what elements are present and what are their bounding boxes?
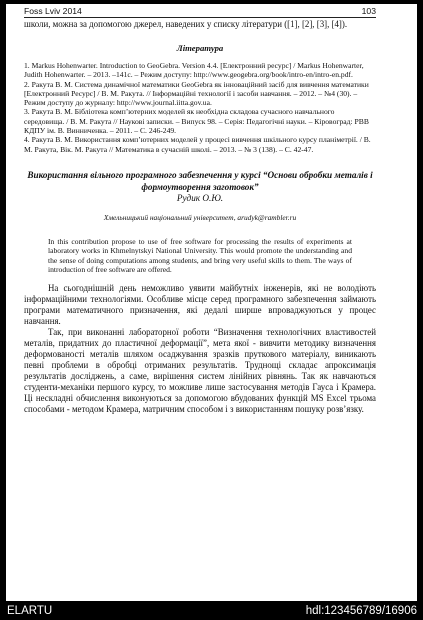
article-abstract: In this contribution propose to use of free software for processing the results of experiments at laboratory works in Khmelnytskyi National University. This would promote the understanding and the sense of doing computations among students, and bring very useful skills to them. The ways of introduction of free software are offered.	[48, 236, 352, 274]
references-title: Література	[176, 43, 224, 53]
article-body	[24, 283, 376, 415]
author-affiliation: Хмельницький національний університет, arudyk@rambler.ru	[103, 212, 297, 222]
page-content	[24, 19, 376, 415]
article-author: Рудик О.Ю.	[176, 193, 224, 204]
references-list	[24, 61, 376, 154]
running-header	[24, 6, 376, 18]
document-page	[6, 4, 417, 601]
reference-item: 4. Ракута В. М. Використання комп’ютерних моделей у процесі вивчення шкільного курсу планіметрії. / В. М. Ракута, Вік. М. Ракута // Математика в сучасній школі. – 2013. – № 3 (138). – С. 42-47.	[24, 135, 371, 154]
article-title: Використання вільного програмного забезпечення у курсі “Основи обробки металів і формоутворення заготовок”	[27, 169, 373, 192]
previous-article-tail: школи, можна за допомогою джерел, наведених у списку літератури ([1], [2], [3], [4]).	[24, 19, 348, 29]
body-paragraph: Так, при виконанні лабораторної роботи “Визначення технологічних властивостей металів, придатних до пластичної деформації”, мета якої - вивчити методику визначення деформованості металів шляхом осаджування зразків пруткового матеріалу, виникають певні проблеми в обробці отриманих результатів. Труднощі складає апроксимація результатів досліджень, а саме, вирішення систем лінійних рівнянь. Так як навчаються студенти-механіки першого курсу, то можливе лише застосування методів Гауса і Крамера. Ці нескладні обчислення виконуються за допомогою вбудованих функцій MS Excel трьома способами - методом Крамера, матричним способом і з використанням пошуку розв’язку.	[24, 327, 376, 415]
reference-item: 1. Markus Hohenwarter. Introduction to GeoGebra. Version 4.4. [Електронний ресурс] / Markus Hohenwarter, Judith Hohenwarter. – 2013. –141c. – Режим доступу: http://www.geogebra.org/book/intro-en/intro-en.pdf.	[24, 61, 364, 80]
journal-name: Foss Lviv 2014	[24, 6, 82, 16]
handle-identifier: hdl:123456789/16906	[305, 604, 417, 617]
reference-item: 3. Ракута В. М. Бібліотека комп’ютерних моделей як необхідна складова сучасного навчального середовища. / В. М. Ракута // Наукові записки. – Випуск 98. – Серія: Педагогічні науки. – Кіровоград: РВВ КДПУ ім. В. Винниченка. – 2011. – С. 246-249.	[24, 107, 369, 136]
page-number: 103	[361, 6, 376, 16]
body-paragraph: На сьогоднішній день неможливо уявити майбутніх інженерів, які не володіють інформаційними технологіями. Особливе місце серед програмного забезпечення займають програми математичного призначення, які дедалі ширше впроваджуються у процес навчання.	[24, 283, 376, 327]
viewer-footer	[0, 601, 423, 620]
reference-item: 2. Ракута В. М. Система динамічної математики GeoGebra як інноваційний засіб для вивчення математики [Електронний Ресурс] / В. М. Ракута. // Інформаційні технології і засоби навчання. – 2012. – №4 (30). – Режим доступу до журналу: http://www.journal.iitta.gov.ua.	[24, 79, 369, 108]
repository-label: ELARTU	[7, 604, 53, 617]
